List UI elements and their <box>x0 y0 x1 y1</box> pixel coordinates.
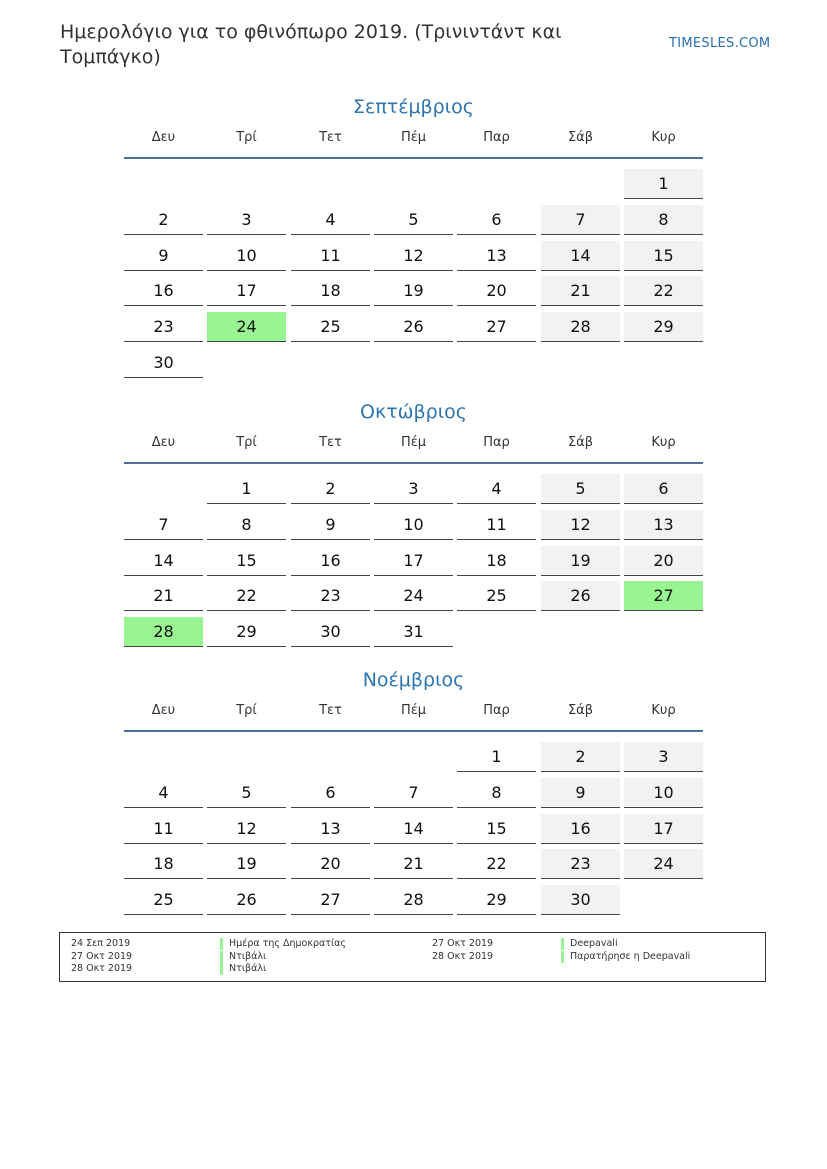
day-cell: 7 <box>541 205 620 235</box>
weekday-label: Πέμ <box>400 130 427 145</box>
day-cell: 28 <box>374 885 453 915</box>
legend-holiday-name: Ντιβάλι <box>220 951 266 963</box>
day-cell: 27 <box>457 312 536 342</box>
day-cell: 6 <box>457 205 536 235</box>
weekday-label: Τετ <box>319 703 342 718</box>
day-cell: 1 <box>624 169 703 199</box>
day-cell: 24 <box>374 581 453 611</box>
day-cell: 30 <box>124 348 203 378</box>
day-cell: 25 <box>124 885 203 915</box>
day-cell: 27 <box>291 885 370 915</box>
day-cell: 12 <box>207 814 286 844</box>
day-cell: 26 <box>207 885 286 915</box>
weekday-label: Κυρ <box>651 130 676 145</box>
day-cell: 5 <box>374 205 453 235</box>
day-cell: 8 <box>207 510 286 540</box>
day-cell: 28 <box>541 312 620 342</box>
day-cell: 6 <box>624 474 703 504</box>
day-cell: 4 <box>457 474 536 504</box>
day-cell: 21 <box>124 581 203 611</box>
legend-date: 27 Οκτ 2019 <box>71 951 133 962</box>
day-cell: 17 <box>207 276 286 306</box>
month-title: Οκτώβριος <box>360 401 467 423</box>
weekday-label: Πέμ <box>400 703 427 718</box>
weekday-label: Κυρ <box>651 435 676 450</box>
day-cell-holiday: 28 <box>124 617 203 647</box>
day-cell: 1 <box>207 474 286 504</box>
day-cell: 26 <box>374 312 453 342</box>
day-cell: 16 <box>124 276 203 306</box>
header-rule <box>124 157 703 159</box>
day-cell: 8 <box>624 205 703 235</box>
day-cell: 7 <box>124 510 203 540</box>
weekday-label: Δευ <box>151 703 176 718</box>
day-cell: 19 <box>541 546 620 576</box>
day-cell: 11 <box>291 241 370 271</box>
weekday-label: Δευ <box>151 130 176 145</box>
day-cell: 29 <box>207 617 286 647</box>
day-cell: 29 <box>624 312 703 342</box>
holiday-legend <box>59 932 766 982</box>
weekday-header <box>124 435 703 455</box>
day-cell: 9 <box>124 241 203 271</box>
legend-holiday-name: Ντιβάλι <box>220 963 266 975</box>
day-cell: 12 <box>374 241 453 271</box>
day-cell: 10 <box>207 241 286 271</box>
day-cell: 5 <box>207 778 286 808</box>
legend-holiday-name: Ημέρα της Δημοκρατίας <box>220 938 346 950</box>
day-cell: 3 <box>207 205 286 235</box>
legend-holiday-name: Παρατήρησε η Deepavali <box>561 951 690 963</box>
day-cell: 8 <box>457 778 536 808</box>
weekday-label: Παρ <box>483 130 510 145</box>
weekday-label: Δευ <box>151 435 176 450</box>
weekday-label: Παρ <box>483 703 510 718</box>
day-cell: 31 <box>374 617 453 647</box>
day-cell: 23 <box>541 849 620 879</box>
weekday-header <box>124 703 703 723</box>
weekday-label: Πέμ <box>400 435 427 450</box>
day-cell: 2 <box>291 474 370 504</box>
day-cell: 20 <box>457 276 536 306</box>
day-cell: 6 <box>291 778 370 808</box>
weekday-label: Παρ <box>483 435 510 450</box>
day-cell: 13 <box>291 814 370 844</box>
day-cell: 25 <box>291 312 370 342</box>
day-cell: 18 <box>457 546 536 576</box>
day-cell: 19 <box>374 276 453 306</box>
legend-date: 27 Οκτ 2019 <box>432 938 494 949</box>
day-cell: 13 <box>457 241 536 271</box>
day-cell-holiday: 24 <box>207 312 286 342</box>
day-cell: 14 <box>124 546 203 576</box>
day-cell: 21 <box>374 849 453 879</box>
weekday-label: Τρί <box>236 130 257 145</box>
weekday-label: Τρί <box>236 435 257 450</box>
day-cell: 21 <box>541 276 620 306</box>
weekday-label: Σάβ <box>567 435 594 450</box>
day-cell: 18 <box>124 849 203 879</box>
weekday-label: Τρί <box>236 703 257 718</box>
weekday-header <box>124 130 703 150</box>
day-cell: 3 <box>374 474 453 504</box>
day-cell: 25 <box>457 581 536 611</box>
day-cell: 10 <box>374 510 453 540</box>
legend-date: 28 Οκτ 2019 <box>71 963 133 974</box>
legend-holiday-name: Deepavali <box>561 938 618 950</box>
day-cell: 29 <box>457 885 536 915</box>
site-link[interactable]: TIMESLES.COM <box>669 36 771 51</box>
weekday-label: Σάβ <box>567 703 594 718</box>
day-cell: 30 <box>541 885 620 915</box>
legend-date: 28 Οκτ 2019 <box>432 951 494 962</box>
day-cell: 9 <box>541 778 620 808</box>
day-cell: 14 <box>374 814 453 844</box>
day-cell: 2 <box>541 742 620 772</box>
day-cell: 15 <box>457 814 536 844</box>
header-rule <box>124 730 703 732</box>
day-cell: 9 <box>291 510 370 540</box>
day-cell-holiday: 27 <box>624 581 703 611</box>
day-cell: 23 <box>124 312 203 342</box>
day-cell: 20 <box>291 849 370 879</box>
day-cell: 2 <box>124 205 203 235</box>
weekday-label: Κυρ <box>651 703 676 718</box>
day-cell: 14 <box>541 241 620 271</box>
day-cell: 12 <box>541 510 620 540</box>
weekday-label: Σάβ <box>567 130 594 145</box>
day-cell: 15 <box>207 546 286 576</box>
day-cell: 16 <box>541 814 620 844</box>
day-cell: 22 <box>624 276 703 306</box>
day-cell: 22 <box>207 581 286 611</box>
day-cell: 4 <box>291 205 370 235</box>
day-cell: 19 <box>207 849 286 879</box>
day-cell: 15 <box>624 241 703 271</box>
day-cell: 11 <box>457 510 536 540</box>
day-cell: 11 <box>124 814 203 844</box>
weekday-label: Τετ <box>319 435 342 450</box>
day-cell: 16 <box>291 546 370 576</box>
day-cell: 5 <box>541 474 620 504</box>
month-title: Νοέμβριος <box>362 669 465 691</box>
day-cell: 4 <box>124 778 203 808</box>
header-rule <box>124 462 703 464</box>
day-cell: 17 <box>624 814 703 844</box>
day-cell: 30 <box>291 617 370 647</box>
page-title: Ημερολόγιο για το φθινόπωρο 2019. (Τρινιντάντ και Τομπάγκο) <box>60 21 562 68</box>
month-title: Σεπτέμβριος <box>353 96 474 118</box>
day-cell: 10 <box>624 778 703 808</box>
day-cell: 1 <box>457 742 536 772</box>
day-cell: 13 <box>624 510 703 540</box>
day-cell: 20 <box>624 546 703 576</box>
day-cell: 17 <box>374 546 453 576</box>
day-cell: 23 <box>291 581 370 611</box>
legend-date: 24 Σεπ 2019 <box>71 938 131 949</box>
day-cell: 7 <box>374 778 453 808</box>
day-cell: 22 <box>457 849 536 879</box>
day-cell: 24 <box>624 849 703 879</box>
weekday-label: Τετ <box>319 130 342 145</box>
day-cell: 26 <box>541 581 620 611</box>
day-cell: 3 <box>624 742 703 772</box>
day-cell: 18 <box>291 276 370 306</box>
